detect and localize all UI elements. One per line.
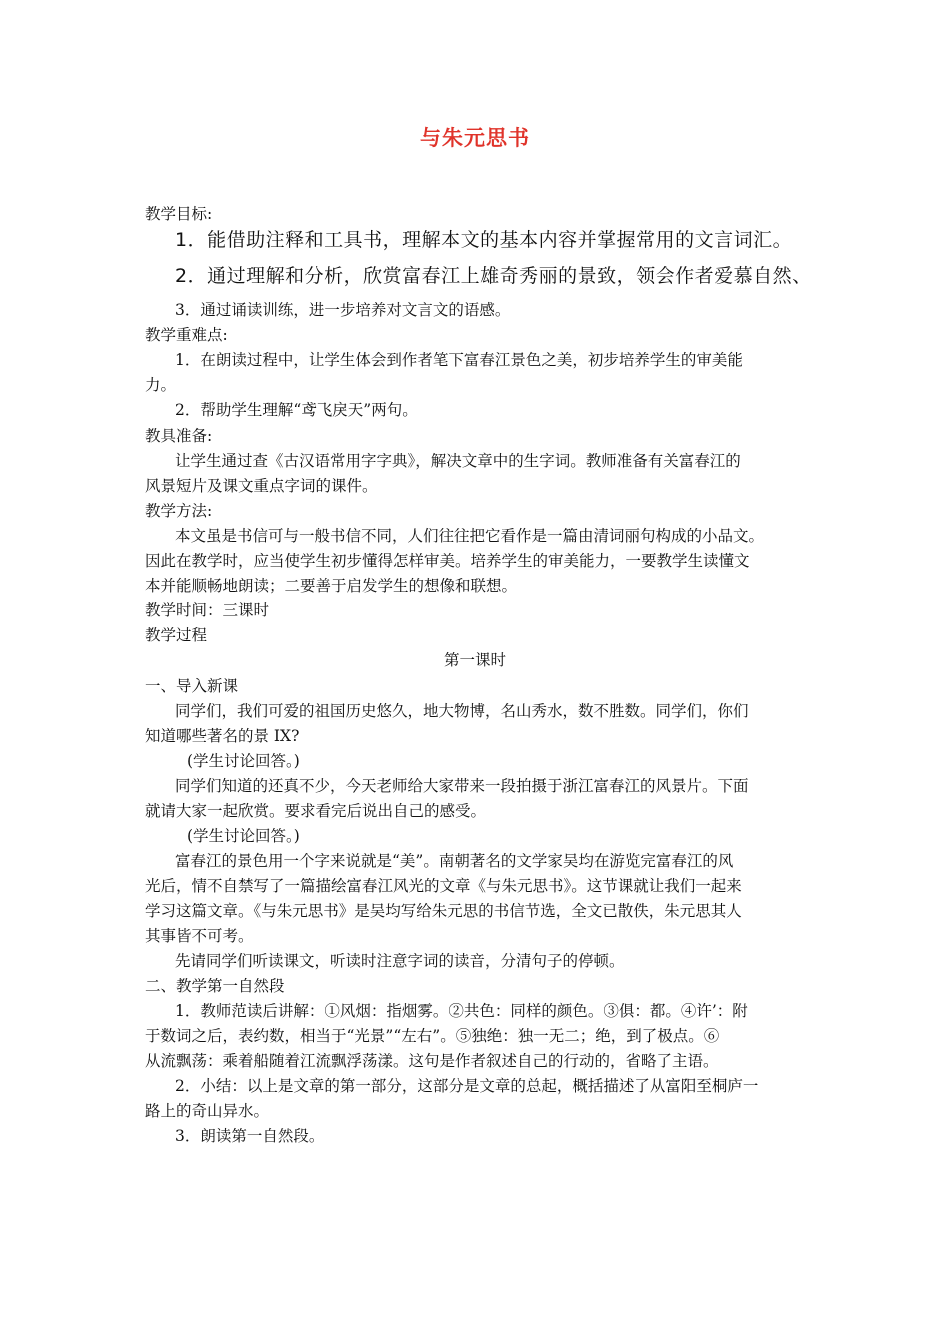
para-8-line-1: 2．小结：以上是文章的第一部分，这部分是文章的总起，概括描述了从富阳至桐庐一: [175, 1077, 759, 1095]
tools-line-2: 风景短片及课文重点字词的课件。: [145, 477, 378, 495]
method-line-1: 本文虽是书信可与一般书信不同，人们往往把它看作是一篇由清词丽句构成的小品文。: [175, 527, 765, 545]
para-1-line-1: 同学们，我们可爱的祖国历史悠久，地大物博，名山秀水，数不胜数。同学们，你们: [175, 702, 749, 720]
para-5-line-2: 光后，情不自禁写了一篇描绘富春江风光的文章《与朱元思书》。这节课就让我们一起来: [145, 877, 742, 895]
para-7-line-1: 1．教师范读后讲解：①风烟：指烟雾。②共色：同样的颜色。③俱：都。④许’：附: [175, 1002, 748, 1020]
lesson-1-heading: 第一课时: [443, 651, 506, 669]
section-2-heading: 二、教学第一自然段: [145, 977, 285, 995]
para-3-line-1: 同学们知道的还真不少，今天老师给大家带来一段拍摄于浙江富春江的风景片。下面: [175, 777, 749, 795]
para-9: 3．朗读第一自然段。: [175, 1127, 325, 1145]
document-title: 与朱元思书: [420, 126, 530, 150]
tools-line-1: 让学生通过查《古汉语常用字字典》，解决文章中的生字词。教师准备有关富春江的: [175, 452, 741, 470]
method-line-2: 因此在教学时，应当使学生初步懂得怎样审美。培养学生的审美能力，一要教学生读懂文: [145, 552, 750, 570]
difficulty-heading: 教学重难点:: [145, 326, 228, 344]
para-7-line-2: 于数词之后，表约数，相当于“光景”“左右”。⑤独绝：独一无二；绝，到了极点。⑥: [145, 1027, 720, 1045]
teaching-time: 教学时间：三课时: [145, 601, 270, 619]
goals-heading: 教学目标:: [145, 205, 213, 223]
difficulty-2: 2．帮助学生理解“鸢飞戾天”两句。: [175, 401, 418, 419]
method-heading: 教学方法:: [145, 502, 213, 520]
para-7-line-3: 从流飘荡：乘着船随着江流飘浮荡漾。这句是作者叙述自己的行动的，省略了主语。: [145, 1052, 719, 1070]
para-2: (学生讨论回答。): [187, 752, 300, 770]
para-3-line-2: 就请大家一起欣赏。要求看完后说出自己的感受。: [145, 802, 487, 820]
goal-3: 3．通过诵读训练，进一步培养对文言文的语感。: [175, 301, 511, 319]
para-1-line-2: 知道哪些著名的景 IX?: [145, 727, 300, 745]
para-5-line-4: 其事皆不可考。: [145, 927, 254, 945]
para-4: (学生讨论回答。): [187, 827, 300, 845]
para-6: 先请同学们听读课文，听读时注意字词的读音，分清句子的停顿。: [175, 952, 625, 970]
tools-heading: 教具准备:: [145, 427, 213, 445]
goal-2: 2．通过理解和分析，欣赏富春江上雄奇秀丽的景致，领会作者爱慕自然、: [175, 265, 812, 287]
section-1-heading: 一、导入新课: [145, 677, 239, 695]
difficulty-1-line-1: 1．在朗读过程中，让学生体会到作者笔下富春江景色之美，初步培养学生的审美能: [175, 351, 743, 369]
goal-1: 1．能借助注释和工具书，理解本文的基本内容并掌握常用的文言词汇。: [175, 229, 793, 251]
process-heading: 教学过程: [145, 626, 208, 644]
method-line-3: 本并能顺畅地朗读；二要善于启发学生的想像和联想。: [145, 577, 518, 595]
difficulty-1-line-2: 力。: [145, 376, 177, 394]
para-5-line-3: 学习这篇文章。《与朱元思书》是吴均写给朱元思的书信节选，全文已散佚，朱元思其人: [145, 902, 742, 920]
para-8-line-2: 路上的奇山异水。: [145, 1102, 270, 1120]
para-5-line-1: 富春江的景色用一个字来说就是“美”。南朝著名的文学家吴均在游览完富春江的风: [175, 852, 734, 870]
